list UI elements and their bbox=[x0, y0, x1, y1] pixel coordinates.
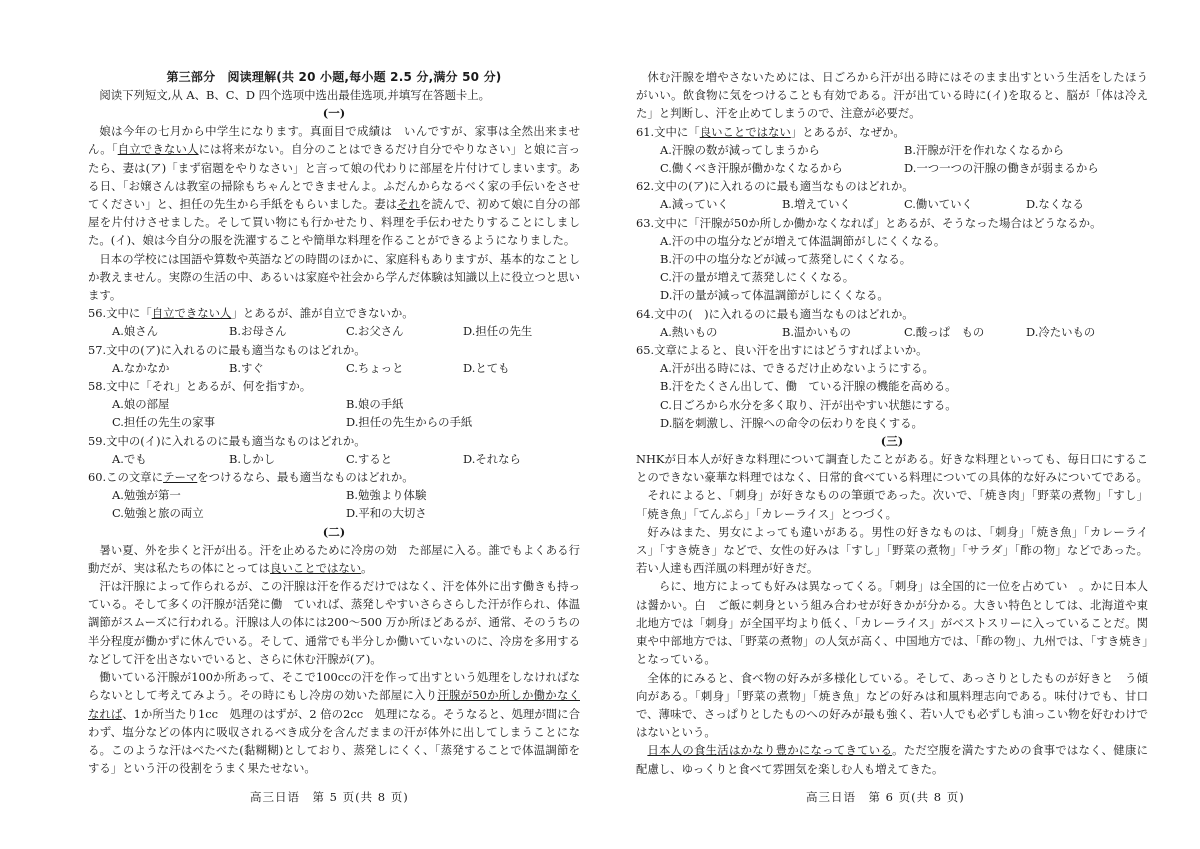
paragraph: 好みはまた、男女によっても違いがある。男性の好きなものは、「刺身」「焼き魚」「カレーライス」「すき焼き」などで、女性の好みは「すし」「野菜の煮物」「サラダ」「酢の物」などであった。若い人達も西洋風の料理が好きだ。 bbox=[636, 524, 1148, 576]
option-b: B.しかし bbox=[229, 451, 276, 466]
option-c: C.勉強と旅の両立 bbox=[112, 506, 204, 521]
paragraph: 働いている汗腺が100か所あって、そこで100ccの汗を作って出すという処理をしなければならないとして考えてみよう。その時にもし冷房の効いた部屋に入り汗腺が50か所しか働かなくなれば、1か所当たり1cc 処理のはずが、2 倍の2cc 処理になる。そうなると、処理が間に合わず、塩分などの体内に吸収されるべき成分を含んだままの汗が体外に出してしまうことになる。このような汗はべたべた(黏糊糊)としており、蒸発しにくく、「蒸発することで体温調節をする」という汗の役割をうまく果たせない。 bbox=[88, 670, 580, 776]
question-61: 61.文中に「良いことではない」とあるが、なぜか。 A.汗腺の数が減ってしまうから B.汗腺が汗を作れなくなるから C.働くべき汗腺が働かなくなるから D.一つ一つの汗腺の働きが弱まるから bbox=[636, 123, 1148, 178]
option-c: C.働くべき汗腺が働かなくなるから bbox=[660, 161, 843, 176]
option-d: D.とても bbox=[463, 360, 510, 375]
option-c: C.酸っぱ もの bbox=[904, 324, 985, 339]
option-a: A.汗の中の塩分などが増えて体温調節がしにくくなる。 bbox=[660, 233, 946, 248]
paragraph: 日本人の食生活はかなり豊かになってきている。ただ空腹を満たすための食事ではなく、健康に配慮し、ゆっくりと食べて雰囲気を楽しむ人も増えてきた。 bbox=[636, 743, 1148, 776]
option-d: D.それなら bbox=[463, 451, 521, 466]
question-57: 57.文中の(ア)に入れるのに最も適当なものはどれか。 A.なかなか B.すぐ C.ちょっと D.とても bbox=[88, 341, 580, 377]
option-d: D.なくなる bbox=[1026, 197, 1084, 212]
option-d: D.脳を刺激し、汗腺への命令の伝わりを良くする。 bbox=[660, 415, 923, 430]
page-footer-right: 高三日语 第 6 页(共 8 页) bbox=[806, 790, 965, 804]
instruction: 阅读下列短文,从 A、B、C、D 四个选项中选出最佳选项,并填写在答题卡上。 bbox=[99, 88, 491, 102]
option-c: C.担任の先生の家事 bbox=[112, 415, 216, 430]
page-footer-left: 高三日语 第 5 页(共 8 页) bbox=[250, 790, 409, 804]
page-right bbox=[636, 68, 1148, 778]
option-b: B.娘の手紙 bbox=[346, 397, 404, 412]
paragraph: 日本の学校には国語や算数や英語などの時間のほかに、家庭科もありますが、基本的なことしか教えません。実際の生活の中、あるいは家庭や社会から学んだ体験は知識以上に役立つと思います。 bbox=[88, 251, 580, 303]
passage-3-heading: (三) bbox=[880, 434, 904, 449]
paragraph: 全体的にみると、食べ物の好みが多様化している。そして、あっさりとしたものが好きと う傾向がある。「刺身」「野菜の煮物」「焼き魚」などの好みは和風料理志向である。味付けでも、甘口で、薄味で、さっぱりとしたものへの好みが最も強く、若い人でも必ずしも油っこい物を好むわけではないという。 bbox=[636, 670, 1148, 740]
option-d: D.担任の先生 bbox=[463, 324, 533, 339]
paragraph: それによると、「刺身」が好きなものの筆頭であった。次いで、「焼き肉」「野菜の煮物」「すし」「焼き魚」「てんぷら」「カレーライス」とつづく。 bbox=[636, 488, 1148, 521]
paragraph: 暑い夏、外を歩くと汗が出る。汗を止めるために冷房の効 た部屋に入る。誰でもよくある行動だが、実は私たちの体にとっては良いことではない。 bbox=[88, 542, 580, 575]
question-58: 58.文中に「それ」とあるが、何を指すか。 A.娘の部屋 B.娘の手紙 C.担任の先生の家事 D.担任の先生からの手紙 bbox=[88, 377, 580, 432]
option-d: D.冷たいもの bbox=[1026, 324, 1096, 339]
option-c: C.汗の量が増えて蒸発しにくくなる。 bbox=[660, 270, 855, 285]
paragraph: 娘は今年の七月から中学生になります。真面目で成績は いんですが、家事は全然出来ません。「自立できない人には将来がない。自分のことはできるだけ自分でやりなさい」と娘に言ったら、妻は(ア)「まず宿題をやりなさい」と言って娘の代わりに部屋を片付けてしまいます。ある日、「お嬢さんは教室の掃除もちゃんとできませんよ。ふだんからなるべく家の手伝いをさせてください」と、担任の先生から手紙をもらいました。妻はそれを読んで、初めて娘に自分の部屋を片付けさせました。そして買い物にも行かせたり、料理を手伝わせたりすることにしました。(イ)、娘は今自分の服を洗濯することや簡単な料理を作ることができるようになりました。 bbox=[88, 124, 580, 248]
option-a: A.なかなか bbox=[112, 360, 170, 375]
passage-3 bbox=[636, 450, 1148, 778]
passage-2 bbox=[88, 541, 580, 778]
question-64: 64.文中の( )に入れるのに最も適当なものはどれか。 A.熱いもの B.温かいもの C.酸っぱ もの D.冷たいもの bbox=[636, 305, 1148, 341]
option-a: A.娘の部屋 bbox=[112, 397, 170, 412]
paragraph: らに、地方によっても好みは異なってくる。「刺身」は全国的に一位を占めてい 。かに日本人は醤かい。白 ご飯に刺身という組み合わせが好きかが分かる。大きい特色としては、北海道や東北地方では「刺身」が全国平均より低く、「カレーライス」がベストスリーに入っていることだ。関東や中部地方では、「野菜の煮物」の人気が高く、中国地方では、「酢の物」、九州では、「すき焼き」となっている。 bbox=[636, 579, 1148, 667]
passage-1 bbox=[88, 122, 580, 304]
option-a: A.でも bbox=[112, 451, 147, 466]
question-62: 62.文中の(ア)に入れるのに最も適当なものはどれか。 A.減っていく B.増えていく C.働いていく D.なくなる bbox=[636, 177, 1148, 213]
option-b: B.勉強より体験 bbox=[346, 488, 427, 503]
option-b: B.汗をたくさん出して、働 ている汗腺の機能を高める。 bbox=[660, 379, 957, 394]
page-left bbox=[88, 68, 580, 777]
option-c: C.ちょっと bbox=[346, 360, 404, 375]
option-d: D.担任の先生からの手紙 bbox=[346, 415, 473, 430]
option-a: A.汗腺の数が減ってしまうから bbox=[660, 142, 820, 157]
option-a: A.娘さん bbox=[112, 324, 159, 339]
paragraph: 汗は汗腺によって作られるが、この汗腺は汗を作るだけではなく、汗を体外に出す働きも持っている。そして多くの汗腺が活発に働 ていれば、蒸発しやすいさらさらした汗が作られ、体温調節がスムーズに行われる。汗腺は人の体には200～500 万か所ほどあるが、通常、そのうちの半分程度が働かずに休んでいる。そして、通常でも半分しか働いていないのに、冷房を多用するなどして汗を出さないでいると、さらに休む汗腺が(ア)。 bbox=[88, 579, 580, 666]
paragraph: 休む汗腺を増やさないためには、日ごろから汗が出る時にはそのまま出すという生活をしたほうがいい。飲食物に気をつけることも有効である。汗が出ている時に(イ)を取ると、脳が「体は冷えた」と判断し、汗を止めてしまうので、注意が必要だ。 bbox=[636, 70, 1148, 121]
option-b: B.温かいもの bbox=[782, 324, 851, 339]
option-d: D.一つ一つの汗腺の働きが弱まるから bbox=[904, 161, 1099, 176]
section-title: 第三部分 阅读理解(共 20 小题,每小题 2.5 分,满分 50 分) bbox=[166, 70, 502, 84]
passage-1-heading: (一) bbox=[322, 106, 346, 121]
option-c: C.働いていく bbox=[904, 197, 973, 212]
option-d: D.汗の量が減って体温調節がしにくくなる。 bbox=[660, 288, 889, 303]
question-65: 65.文章によると、良い汗を出すにはどうすればよいか。 A.汗が出る時には、できるだけ止めないようにする。 B.汗をたくさん出して、働 ている汗腺の機能を高める。 C.日ごろから水分を多く取り、汗が出やすい状態にする。 D.脳を刺激し、汗腺への命令の伝わりを良くする。 bbox=[636, 341, 1148, 432]
option-a: A.汗が出る時には、できるだけ止めないようにする。 bbox=[660, 361, 934, 376]
question-59: 59.文中の(イ)に入れるのに最も適当なものはどれか。 A.でも B.しかし C.すると D.それなら bbox=[88, 432, 580, 468]
question-63: 63.文中に「汗腺が50か所しか働かなくなれば」とあるが、そうなった場合はどうなるか。 A.汗の中の塩分などが増えて体温調節がしにくくなる。 B.汗の中の塩分などが減って蒸発しにくくなる。 C.汗の量が増えて蒸発しにくくなる。 D.汗の量が減って体温調節がしにくくなる。 bbox=[636, 214, 1148, 305]
option-c: C.お父さん bbox=[346, 324, 404, 339]
option-b: B.汗腺が汗を作れなくなるから bbox=[904, 142, 1065, 157]
option-c: C.日ごろから水分を多く取り、汗が出やすい状態にする。 bbox=[660, 397, 957, 412]
option-d: D.平和の大切さ bbox=[346, 506, 427, 521]
option-b: B.お母さん bbox=[229, 324, 287, 339]
option-b: B.増えていく bbox=[782, 197, 851, 212]
option-a: A.熱いもの bbox=[660, 324, 718, 339]
option-c: C.すると bbox=[346, 451, 393, 466]
paragraph: NHKが日本人が好きな料理について調査したことがある。好きな料理といっても、毎日口にすることのできない豪華な料理ではなく、日常的食べている料理についての具体的な好みについてである。 bbox=[636, 452, 1148, 485]
option-a: A.勉強が第一 bbox=[112, 488, 181, 503]
option-a: A.減っていく bbox=[660, 197, 729, 212]
question-60: 60.この文章にテーマをつけるなら、最も適当なものはどれか。 A.勉強が第一 B.勉強より体験 C.勉強と旅の両立 D.平和の大切さ bbox=[88, 468, 580, 523]
passage-2-heading: (二) bbox=[322, 524, 346, 539]
question-56: 56.文中に「自立できない人」とあるが、誰が自立できないか。 A.娘さん B.お母さん C.お父さん D.担任の先生 bbox=[88, 304, 580, 340]
option-b: B.すぐ bbox=[229, 360, 264, 375]
option-b: B.汗の中の塩分などが減って蒸発しにくくなる。 bbox=[660, 252, 912, 267]
passage-2-continued bbox=[636, 68, 1148, 123]
